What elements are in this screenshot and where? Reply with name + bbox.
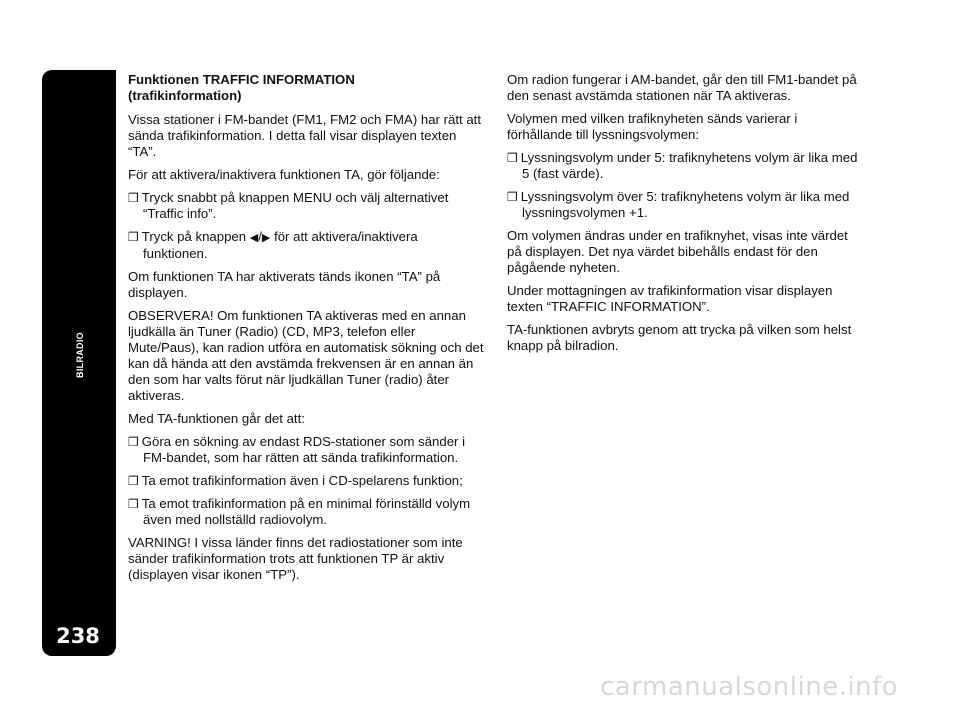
paragraph: Vissa stationer i FM-bandet (FM1, FM2 och FMA) har rätt att sända trafikinformation. I detta fall visar displayen texten “TA”.: [128, 112, 481, 159]
checkbox-bullet-icon: ❒: [128, 474, 139, 488]
bullet-item: ❒ Lyssningsvolym under 5: trafiknyhetens volym är lika med 5 (fast värde).: [507, 150, 858, 181]
paragraph: Under mottagningen av trafikinformation visar displayen texten “TRAFFIC INFORMATION”.: [507, 283, 833, 314]
paragraph: Med TA-funktionen går det att:: [128, 411, 305, 426]
bullet-item: ❒ Lyssningsvolym över 5: trafiknyhetens volym är lika med lyssningsvolymen +1.: [507, 189, 850, 220]
arrow-left-icon: ◀: [249, 231, 259, 244]
paragraph: Om volymen ändras under en trafiknyhet, visas inte värdet på displayen. Det nya värdet bibehålls endast för den pågående nyheten.: [507, 228, 848, 275]
page-number: 238: [56, 624, 100, 648]
bullet-item: ❒ Göra en sökning av endast RDS-stationer som sänder i FM-bandet, som har rätten att sända trafikinformation.: [128, 434, 466, 465]
section-title: Funktionen TRAFFIC INFORMATION (trafikinformation): [128, 72, 355, 103]
checkbox-bullet-icon: ❒: [128, 435, 139, 449]
paragraph: Volymen med vilken trafiknyheten sänds varierar i förhållande till lyssningsvolymen:: [507, 111, 798, 142]
section-label-text: BILRADIO: [75, 332, 85, 378]
arrow-right-icon: ▶: [261, 231, 271, 244]
paragraph: VARNING! I vissa länder finns det radiostationer som inte sänder trafikinformation trots att funktionen TP är aktiv (displayen visar ikonen “TP”).: [128, 535, 463, 582]
paragraph: För att aktivera/inaktivera funktionen TA, gör följande:: [128, 167, 440, 182]
checkbox-bullet-icon: ❒: [128, 230, 139, 244]
paragraph: Om funktionen TA har aktiverats tänds ikonen “TA” på displayen.: [128, 269, 441, 300]
checkbox-bullet-icon: ❒: [128, 191, 139, 205]
checkbox-bullet-icon: ❒: [507, 151, 518, 165]
paragraph: TA-funktionen avbryts genom att trycka på vilken som helst knapp på bilradion.: [507, 322, 852, 353]
arrow-separator: /: [258, 229, 262, 244]
page-number-tab: [42, 620, 116, 656]
paragraph: Om radion fungerar i AM-bandet, går den till FM1-bandet på den senast avstämda stationen när TA aktiveras.: [507, 72, 857, 103]
bullet-item: ❒ Tryck på knappen ◀/▶ för att aktivera/inaktivera funktionen.: [128, 229, 418, 261]
left-column: [128, 72, 484, 590]
bullet-item: ❒ Tryck snabbt på knappen MENU och välj alternativet “Traffic info”.: [128, 190, 449, 221]
bullet-item: ❒ Ta emot trafikinformation även i CD-spelarens funktion;: [128, 473, 463, 488]
checkbox-bullet-icon: ❒: [128, 497, 139, 511]
watermark: carmanualsonline.info: [600, 672, 899, 702]
checkbox-bullet-icon: ❒: [507, 190, 518, 204]
bullet-item: ❒ Ta emot trafikinformation på en minimal förinställd volym även med nollställd radiovolym.: [128, 496, 471, 527]
paragraph: OBSERVERA! Om funktionen TA aktiveras med en annan ljudkälla än Tuner (Radio) (CD, MP3, telefon eller Mute/Paus), kan radion utföra en automatisk sökning och det kan då hända att den avstämda frekvensen är en annan än den som har valts förut när ljudkällan Tuner (radio) åter aktiveras.: [128, 308, 484, 403]
right-column: [507, 72, 859, 361]
